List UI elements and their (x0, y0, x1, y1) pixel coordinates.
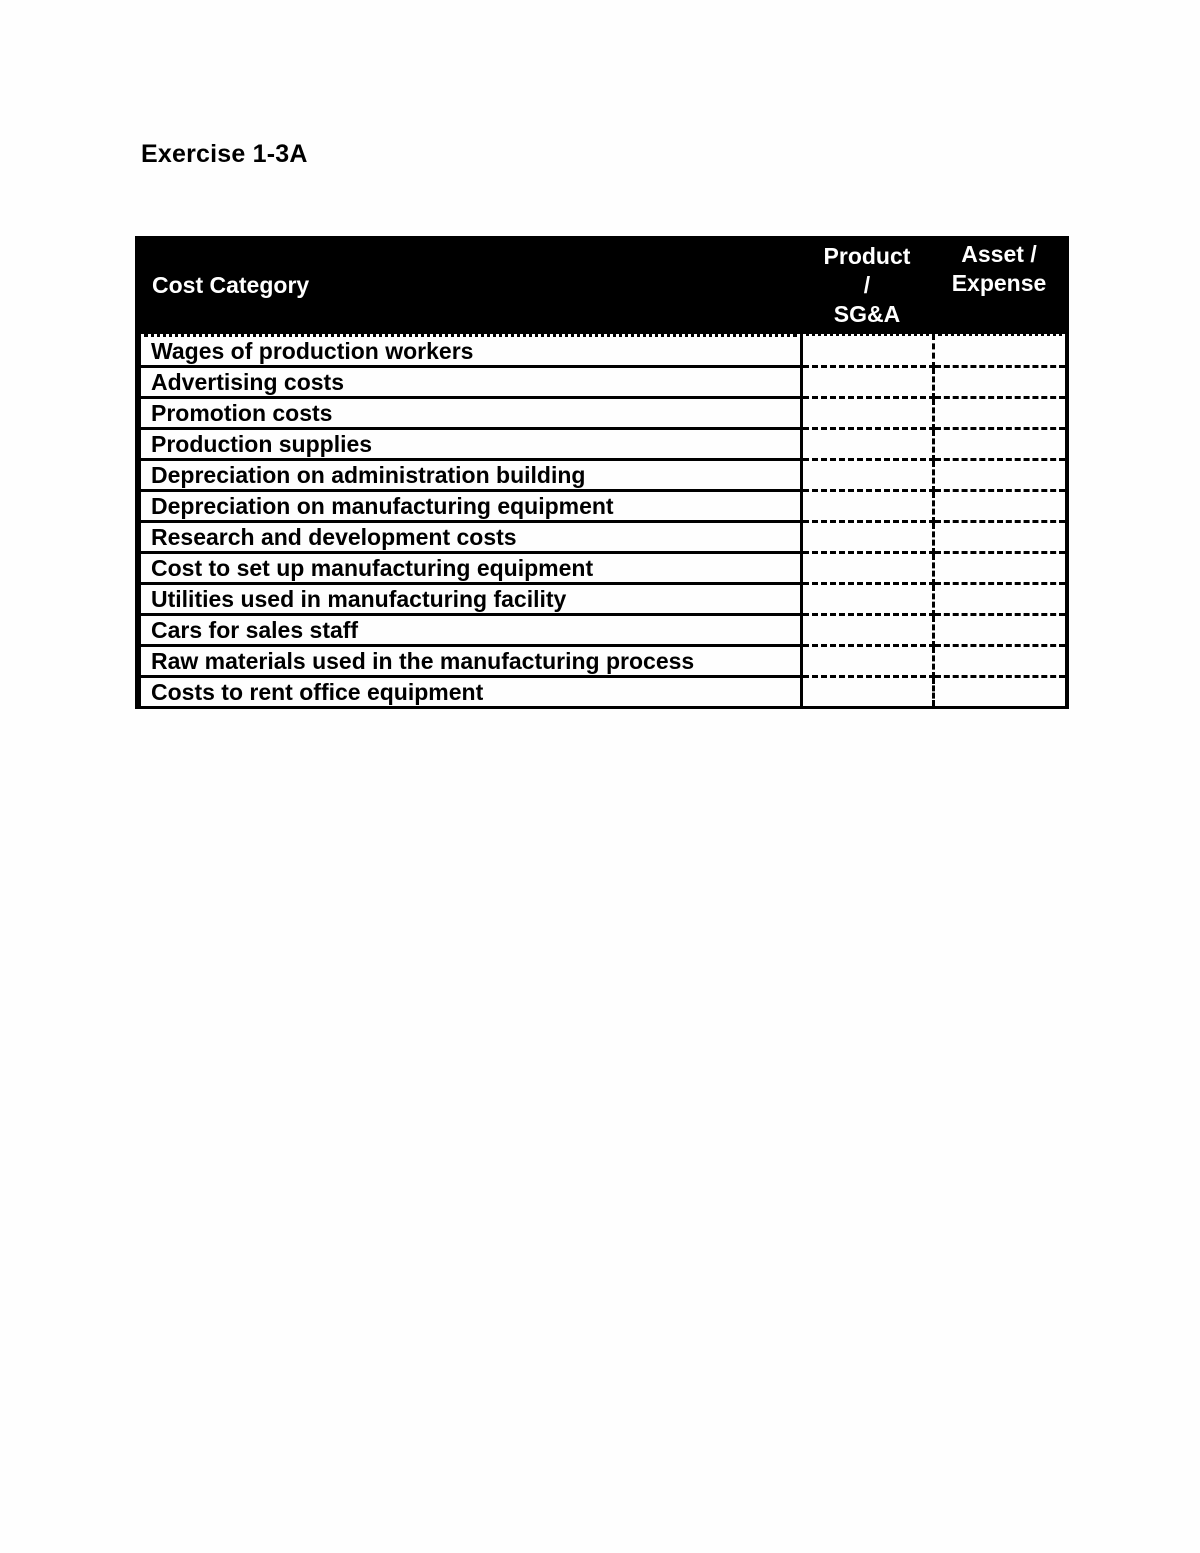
table-row (141, 584, 1065, 615)
table-row (141, 429, 1065, 460)
asset-expense-answer-cell[interactable] (933, 553, 1065, 584)
asset-expense-answer-cell[interactable] (933, 460, 1065, 491)
table-row (141, 460, 1065, 491)
table-row (141, 553, 1065, 584)
header-product-sga-line-3: SG&A (833, 300, 901, 327)
asset-expense-answer-cell[interactable] (933, 584, 1065, 615)
product-sga-answer-cell[interactable] (801, 367, 933, 398)
product-sga-answer-cell[interactable] (801, 460, 933, 491)
product-sga-answer-cell[interactable] (801, 553, 933, 584)
table-row (141, 491, 1065, 522)
cost-category-cell: Advertising costs (141, 367, 801, 398)
header-product-sga-line-2: / (863, 271, 871, 298)
asset-expense-answer-cell[interactable] (933, 429, 1065, 460)
cost-category-cell: Production supplies (141, 429, 801, 460)
asset-expense-answer-cell[interactable] (933, 646, 1065, 677)
asset-expense-answer-cell[interactable] (933, 367, 1065, 398)
cost-category-cell: Wages of production workers (141, 336, 801, 367)
product-sga-answer-cell[interactable] (801, 646, 933, 677)
product-sga-answer-cell[interactable] (801, 336, 933, 367)
cost-category-cell: Costs to rent office equipment (141, 677, 801, 707)
table-row (141, 615, 1065, 646)
cost-category-cell: Cars for sales staff (141, 615, 801, 646)
cost-category-cell: Utilities used in manufacturing facility (141, 584, 801, 615)
product-sga-answer-cell[interactable] (801, 429, 933, 460)
asset-expense-answer-cell[interactable] (933, 491, 1065, 522)
product-sga-answer-cell[interactable] (801, 584, 933, 615)
header-asset-expense-line-1: Asset / (961, 241, 1037, 267)
cost-category-cell: Raw materials used in the manufacturing process (141, 646, 801, 677)
table-row (141, 336, 1065, 367)
exercise-title: Exercise 1-3A (141, 140, 308, 168)
table-row (141, 398, 1065, 429)
asset-expense-answer-cell[interactable] (933, 615, 1065, 646)
product-sga-answer-cell[interactable] (801, 491, 933, 522)
asset-expense-answer-cell[interactable] (933, 677, 1065, 707)
product-sga-answer-cell[interactable] (801, 677, 933, 707)
product-sga-answer-cell[interactable] (801, 522, 933, 553)
table-header-row (141, 236, 1065, 336)
product-sga-answer-cell[interactable] (801, 615, 933, 646)
cost-category-cell: Cost to set up manufacturing equipment (141, 553, 801, 584)
table-row (141, 646, 1065, 677)
cost-category-cell: Promotion costs (141, 398, 801, 429)
header-asset-expense-line-2: Expense (951, 270, 1047, 296)
table-row (141, 367, 1065, 398)
cost-table-frame (135, 236, 1069, 709)
asset-expense-answer-cell[interactable] (933, 336, 1065, 367)
header-product-sga-line-1: Product (823, 242, 911, 269)
cost-category-cell: Research and development costs (141, 522, 801, 553)
cost-category-cell: Depreciation on administration building (141, 460, 801, 491)
header-product-sga (801, 236, 933, 336)
cost-category-cell: Depreciation on manufacturing equipment (141, 491, 801, 522)
asset-expense-answer-cell[interactable] (933, 398, 1065, 429)
table-row (141, 522, 1065, 553)
header-cost-category: Cost Category (141, 236, 801, 336)
table-row (141, 677, 1065, 707)
product-sga-answer-cell[interactable] (801, 398, 933, 429)
cost-category-table (141, 236, 1065, 706)
asset-expense-answer-cell[interactable] (933, 522, 1065, 553)
header-asset-expense (933, 236, 1065, 336)
